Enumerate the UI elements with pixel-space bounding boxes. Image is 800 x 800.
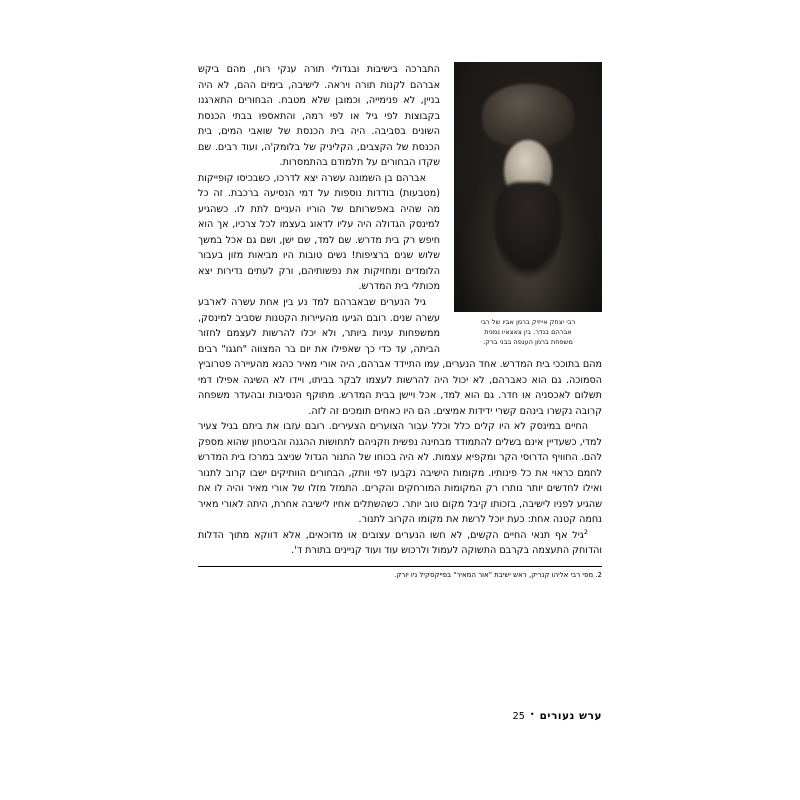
page-number: 25 [512, 710, 525, 722]
page-content [198, 62, 602, 581]
figure-caption-line: רבי יצחק אייזיק ברמן אביו של רבי [480, 318, 576, 326]
body-paragraph: התברכה בישיבות ובגדולי תורה ענקי רוח, מהם ביקש אברהם לקנות תורה ויראה. לישיבה, בימים ההם, לא היה בניין, לא פנימייה, וכמובן שלא מטבח. הבחורים התארגנו בקבוצות לפי גיל או לפי רמה, והתאספו בבתי הכנסת השונים בסביבה. היה בית הכנסת של שואבי המים, בית הכנסת של הקצבים, הקליניק של בלומק'ה, ועוד רבים. שם שקדו הבחורים על תלמודם בהתמסרות. [198, 64, 440, 169]
footnote-text: 2. מפי רבי אליהו קנריק, ראש ישיבת "אור המאיר" בפייקסקיל ניו יורק. [394, 571, 602, 579]
figure-caption-line: משפחת ברמן הענפה בבני ברק. [483, 338, 573, 347]
folio-separator-dot: • [529, 710, 535, 719]
figure-caption [454, 317, 602, 348]
figure-caption-line: אברהם בנדר. בין צאצאיו נמנית [484, 328, 572, 337]
footnote-reference: 2 [583, 527, 588, 536]
body-paragraph: החיים במינסק לא היו קלים כלל וכלל עבור הצוערים הצעירים. רובם עזבו את ביתם בגיל צעיר למדי, כשעדיין אינם בשלים להתמודד מבחינה נפשית וזקניהם לתחושות ההגנה והביטחון שהוא מספק להם. החוויף הדרוסי הקר ומקפיא עצמות. לא היה בכוחו של התנור הגדול שניצב במרכז בית המדרש לחמם כראוי את כל פינותיו. מקומות הישיבה נקבעו לפי וותק, הבחורים הוותיקים ישבו קרוב לתנור ואילו לחדשים יותר נותרו רק המקומות המורחקים והקרים. התמזל מזלו של אורי מאיר והיה לו אח שהגיע לפניו לישיבה, בזכותו קיבל מקום טוב יותר. כשהשתלים אחיו לישיבה אחרת, היתה לאורי מאיר נחמה קטנה אחת: כעת יוכל לרשת את מקומו הקרוב לתנור. [198, 421, 602, 526]
body-paragraph: גיל הנערים שבאברהם למד נע בין אחת עשרה לארבע עשרה שנים. רובם הגיעו מהעיירות הקטנות שסביב למינסק, ממשפחות עניות ביותר, ולא יכלו להרשות לעצמם לחזור הביתה, עד כדי כך שאפילו את יום בר המצווה "חגגו" רבים מהם בתוככי בית המדרש. אחד הנערים, עמו התיידד אברהם, היה אורי מאיר כהנא מהעיירה פטרוביץ הסמוכה. גם הוא כאברהם, לא יכול היה להרשות לעצמו לבקר בביתו, ויידו לא השיגה אפילו דמי תשלום לאכסניה או חדר. גם הוא למד, אכל ויישן בבית המדרש. מתוקף הנסיבות ובהעדר משפחה קרובה נקשרו בינהם קשרי ידידות אמיצים. הם היו כאחים תומכים זה לזה. [198, 296, 602, 417]
portrait-photograph [454, 62, 602, 312]
body-paragraph: אברהם בן השמונה עשרה יצא לדרכו, כשבכיסו קופייקות (מטבעות) בודדות נוספות על דמי הנסיעה ברכבת. זה כל מה שהיה באפשרותם של הוריו העניים לתת לו. כשהגיע למינסק הגדולה היה עליו לדאוג בעצמו לכל צרכיו, אך הוא חיפש רק בית מדרש. שם למד, שם ישן, ושם גם אכל במשך שלוש שנים ברציפות! נשים טובות היו מביאות מזון בעבור הלומדים ומחזיקות את נפשותיהם, ורק לעתים נדירות יצא מכותלי בית המדרש. [198, 172, 440, 293]
photo-vignette [454, 62, 602, 312]
footnote-separator [198, 566, 602, 567]
body-paragraph-with-footnote-ref [198, 528, 602, 559]
body-paragraph-text: גיל אף תנאי החיים הקשים, לא חשו הנערים עצובים או מדוכאים, אלא דווקא מתוך הדלות והדוחק התעצמה בקרבם התשוקה לעמול ולרכוש עוד ועוד קניינים בתורת ד'. [198, 529, 602, 557]
figure-block [454, 62, 602, 348]
page-folio [198, 710, 602, 722]
running-title: ערש נעורים [539, 710, 602, 722]
